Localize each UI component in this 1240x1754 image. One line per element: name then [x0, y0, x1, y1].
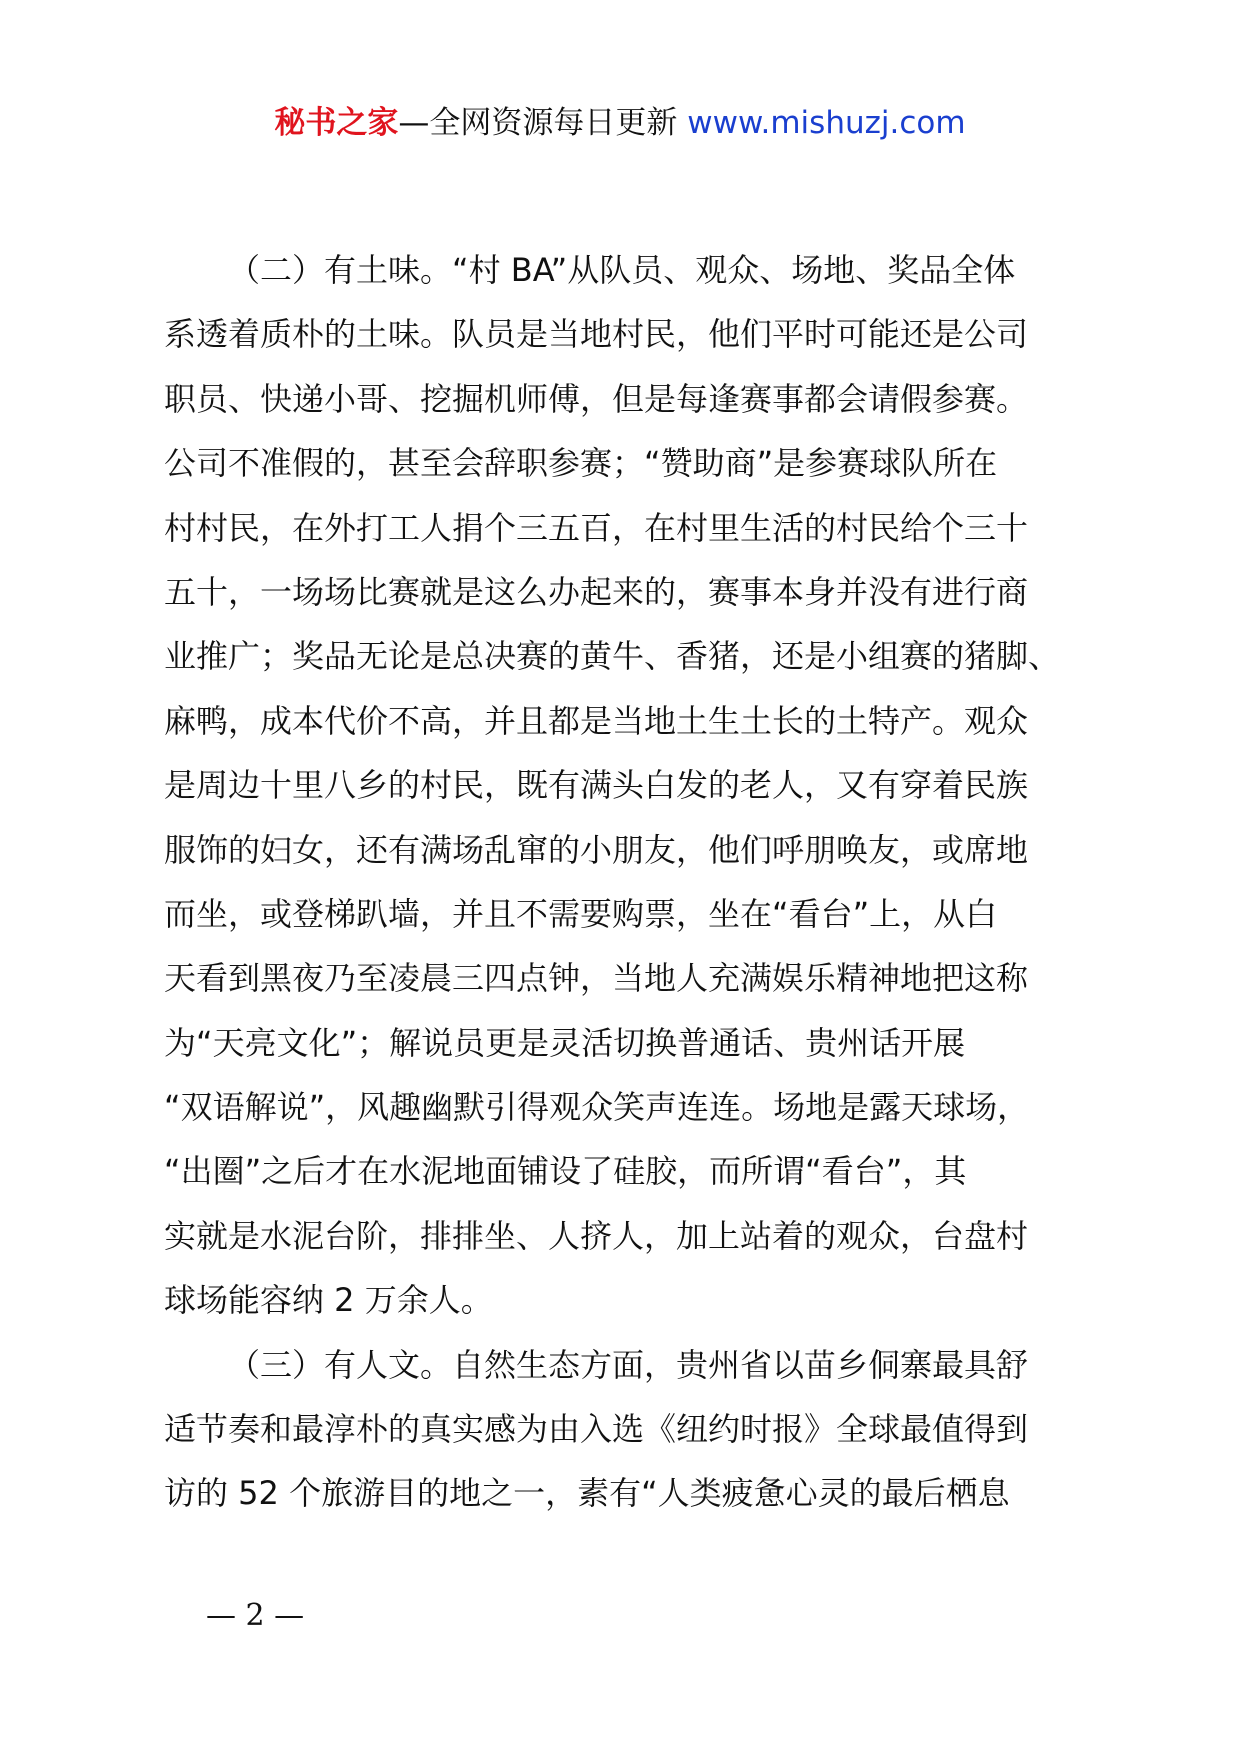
paragraph-line: 业推广；奖品无论是总决赛的黄牛、香猪，还是小组赛的猪脚、: [164, 637, 1061, 676]
paragraph-line: 麻鸭，成本代价不高，并且都是当地土生土长的土特产。观众: [164, 701, 1029, 740]
paragraph-line: （二）有土味。“村 BA”从队员、观众、场地、奖品全体: [228, 251, 1016, 289]
paragraph-line: 实就是水泥台阶，排排坐、人挤人，加上站着的观众，台盘村: [164, 1216, 1029, 1255]
paragraph-line: 访的 52 个旅游目的地之一，素有“人类疲惫心灵的最后栖息: [164, 1474, 1010, 1513]
paragraph-line: 而坐，或登梯趴墙，并且不需要购票，坐在“看台”上，从白: [164, 894, 998, 933]
paragraph-line: 为“天亮文化”；解说员更是灵活切换普通话、贵州话开展: [164, 1023, 966, 1062]
paragraph-line: 系透着质朴的土味。队员是当地村民，他们平时可能还是公司: [164, 315, 1029, 354]
paragraph-line: （三）有人文。自然生态方面，贵州省以苗乡侗寨最具舒: [228, 1345, 1029, 1384]
paragraph-line: “双语解说”，风趣幽默引得观众笑声连连。场地是露天球场，: [164, 1088, 1030, 1127]
document-body: [164, 238, 1124, 1526]
paragraph-line: 公司不准假的，甚至会辞职参赛；“赞助商”是参赛球队所在: [164, 444, 998, 483]
paragraph-line: 服饰的妇女，还有满场乱窜的小朋友，他们呼朋唤友，或席地: [164, 830, 1029, 869]
brand-name: 秘书之家: [274, 105, 399, 141]
paragraph-line: 职员、快递小哥、挖掘机师傅，但是每逢赛事都会请假参赛。: [164, 379, 1029, 418]
paragraph-line: 五十，一场场比赛就是这么办起来的，赛事本身并没有进行商: [164, 572, 1029, 611]
paragraph-line: 是周边十里八乡的村民，既有满头白发的老人，又有穿着民族: [164, 766, 1029, 805]
paragraph-line: 村村民，在外打工人捐个三五百，在村里生活的村民给个三十: [164, 508, 1029, 547]
site-header: [0, 98, 1240, 148]
site-url-link[interactable]: www.mishuzj.com: [687, 105, 966, 141]
paragraph-line: 适节奏和最淳朴的真实感为由入选《纽约时报》全球最值得到: [164, 1410, 1029, 1449]
paragraph-line: 天看到黑夜乃至凌晨三四点钟，当地人充满娱乐精神地把这称: [164, 959, 1029, 998]
paragraph-line: 球场能容纳 2 万余人。: [164, 1281, 493, 1320]
header-tagline: —全网资源每日更新: [398, 105, 678, 141]
page-number: — 2 —: [206, 1598, 305, 1633]
paragraph-line: “出圈”之后才在水泥地面铺设了硅胶，而所谓“看台”，其: [164, 1152, 967, 1191]
